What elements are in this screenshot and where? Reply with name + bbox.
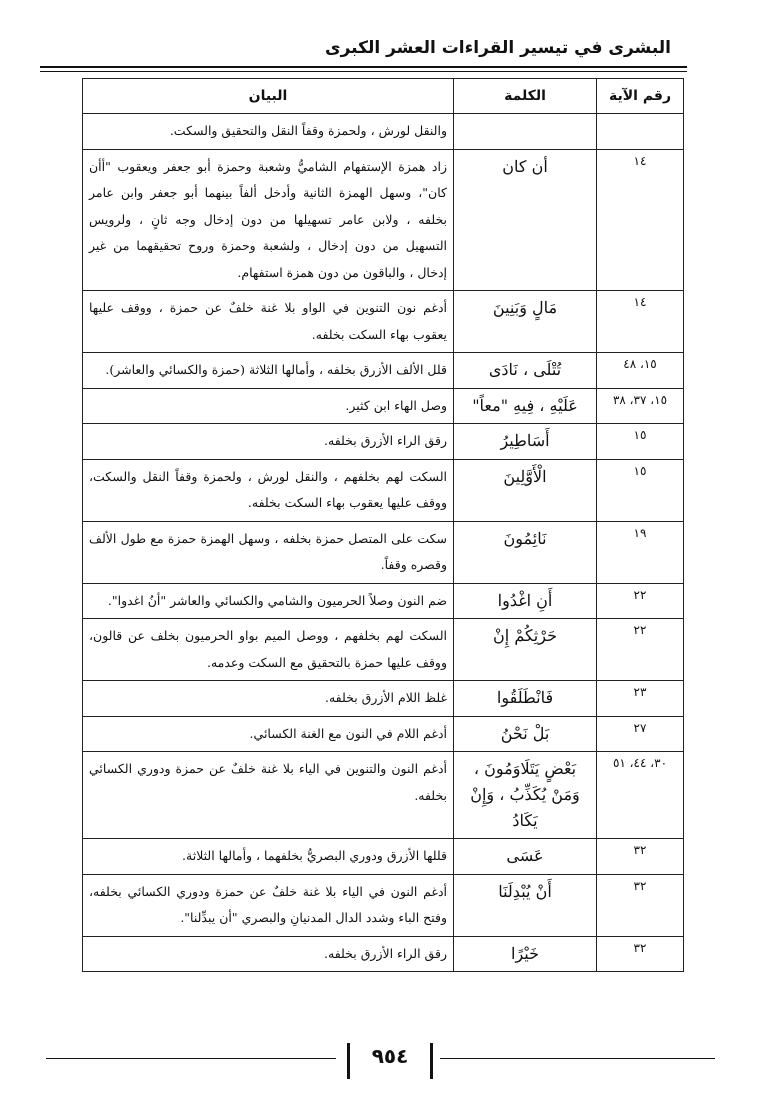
footer-rule-right	[440, 1058, 715, 1059]
table-row	[83, 291, 684, 353]
word-cell: أَنْ يُبْدِلَنَا	[454, 874, 597, 936]
verse-number-cell: ٣٢	[597, 874, 684, 936]
description-cell: أدغم اللام في النون مع الغنة الكسائي.	[83, 716, 454, 752]
word-cell: فَانْطَلَقُوا	[454, 681, 597, 717]
verse-number-cell: ١٤	[597, 291, 684, 353]
description-cell: رقق الراء الأزرق بخلفه.	[83, 936, 454, 972]
verse-number-cell: ٢٧	[597, 716, 684, 752]
table-row	[83, 521, 684, 583]
footer-bar-left	[347, 1043, 350, 1079]
footer-rule-left	[46, 1058, 336, 1059]
description-cell: زاد همزة الإستفهام الشاميُّ وشعبة وحمزة أبو جعفر ويعقوب "أأن كان"، وسهل الهمزة الثانية وأدخل ألفاً بينهما أبو جعفر وابن عامر بخلفه ، ولابن عامر تسهيلها من دون إدخال وجه ثانٍ ، ولرويس التسهيل من دون إدخال ، ولشعبة وحمزة وروح تحقيقهما من غير إدخال ، والباقون من دون همزة استفهام.	[83, 149, 454, 291]
word-cell: أن كان	[454, 149, 597, 291]
description-cell: ضم النون وصلاً الحرميون والشامي والكسائي والعاشر "أنُ اغدوا".	[83, 583, 454, 619]
table-row	[83, 114, 684, 150]
table-header-row	[83, 79, 684, 114]
word-cell: تُتْلَى ، نَادَى	[454, 353, 597, 389]
word-cell: بَعْضٍ يَتَلَاوَمُونَ ، وَمَنْ يُكَذِّبُ ، وَإِنْ يَكَادُ	[454, 752, 597, 839]
word-cell: أَسَاطِيرُ	[454, 424, 597, 460]
footer-bar-right	[430, 1043, 433, 1079]
verse-number-cell: ١٤	[597, 149, 684, 291]
table-row	[83, 149, 684, 291]
table-row	[83, 583, 684, 619]
word-cell	[454, 114, 597, 150]
word-cell: عَلَيْهِ ، فِيهِ "معاً"	[454, 388, 597, 424]
column-header-verse-number: رقم الآية	[597, 79, 684, 114]
word-cell: عَسَى	[454, 839, 597, 875]
description-cell: وصل الهاء ابن كثير.	[83, 388, 454, 424]
verse-number-cell: ٢٢	[597, 619, 684, 681]
table-row	[83, 681, 684, 717]
verse-number-cell: ٢٣	[597, 681, 684, 717]
header-rule-thin	[40, 71, 687, 72]
description-cell: والنقل لورش ، ولحمزة وقفاً النقل والتحقيق والسكت.	[83, 114, 454, 150]
word-cell: أَنِ اغْدُوا	[454, 583, 597, 619]
table-row	[83, 388, 684, 424]
table-row	[83, 839, 684, 875]
description-cell: أدغم النون في الياء بلا غنة خلفٌ عن حمزة ودوري الكسائي بخلفه، وفتح الباء وشدد الدال المدنيانِ والبصري "أن يبدِّلنا".	[83, 874, 454, 936]
word-cell: مَالٍ وَبَنِينَ	[454, 291, 597, 353]
page-header-title: البشرى في تيسير القراءات العشر الكبرى	[325, 38, 671, 58]
table-row	[83, 353, 684, 389]
verse-number-cell: ١٩	[597, 521, 684, 583]
description-cell: أدغم النون والتنوين في الياء بلا غنة خلفٌ عن حمزة ودوري الكسائي بخلفه.	[83, 752, 454, 839]
word-cell: نَائِمُونَ	[454, 521, 597, 583]
word-cell: الْأَوَّلِينَ	[454, 459, 597, 521]
verse-number-cell: ١٥	[597, 459, 684, 521]
page-number: ٩٥٤	[371, 1044, 409, 1068]
verse-number-cell: ٣٠، ٤٤، ٥١	[597, 752, 684, 839]
table-row	[83, 619, 684, 681]
description-cell: قلل الألف الأزرق بخلفه ، وأمالها الثلاثة (حمزة والكسائي والعاشر).	[83, 353, 454, 389]
description-cell: السكت لهم بخلفهم ، ووصل الميم بواو الحرميون بخلف عن قالون، ووقف عليها حمزة بالتحقيق مع السكت وعدمه.	[83, 619, 454, 681]
description-cell: غلظ اللام الأزرق بخلفه.	[83, 681, 454, 717]
readings-table	[82, 78, 684, 972]
description-cell: السكت لهم بخلفهم ، والنقل لورش ، ولحمزة وقفاً النقل والسكت، ووقف عليها يعقوب بهاء السكت بخلفه.	[83, 459, 454, 521]
description-cell: رقق الراء الأزرق بخلفه.	[83, 424, 454, 460]
table-row	[83, 874, 684, 936]
column-header-description: البيان	[83, 79, 454, 114]
verse-number-cell: ١٥، ٣٧، ٣٨	[597, 388, 684, 424]
table-row	[83, 459, 684, 521]
word-cell: خَيْرًا	[454, 936, 597, 972]
word-cell: حَرْثِكُمْ إِنْ	[454, 619, 597, 681]
header-rule	[40, 66, 687, 68]
verse-number-cell: ١٥	[597, 424, 684, 460]
verse-number-cell: ٣٢	[597, 936, 684, 972]
table-row	[83, 424, 684, 460]
column-header-word: الكلمة	[454, 79, 597, 114]
description-cell: سكت على المتصل حمزة بخلفه ، وسهل الهمزة حمزة مع طول الألف وقصره وقفاً.	[83, 521, 454, 583]
table-row	[83, 716, 684, 752]
verse-number-cell	[597, 114, 684, 150]
table-row	[83, 936, 684, 972]
verse-number-cell: ٣٢	[597, 839, 684, 875]
word-cell: بَلْ نَحْنُ	[454, 716, 597, 752]
table-row	[83, 752, 684, 839]
verse-number-cell: ١٥، ٤٨	[597, 353, 684, 389]
description-cell: قللها الأزرق ودوري البصريُّ بخلفهما ، وأمالها الثلاثة.	[83, 839, 454, 875]
verse-number-cell: ٢٢	[597, 583, 684, 619]
description-cell: أدغم نون التنوين في الواو بلا غنة خلفٌ عن حمزة ، ووقف عليها يعقوب بهاء السكت بخلفه.	[83, 291, 454, 353]
